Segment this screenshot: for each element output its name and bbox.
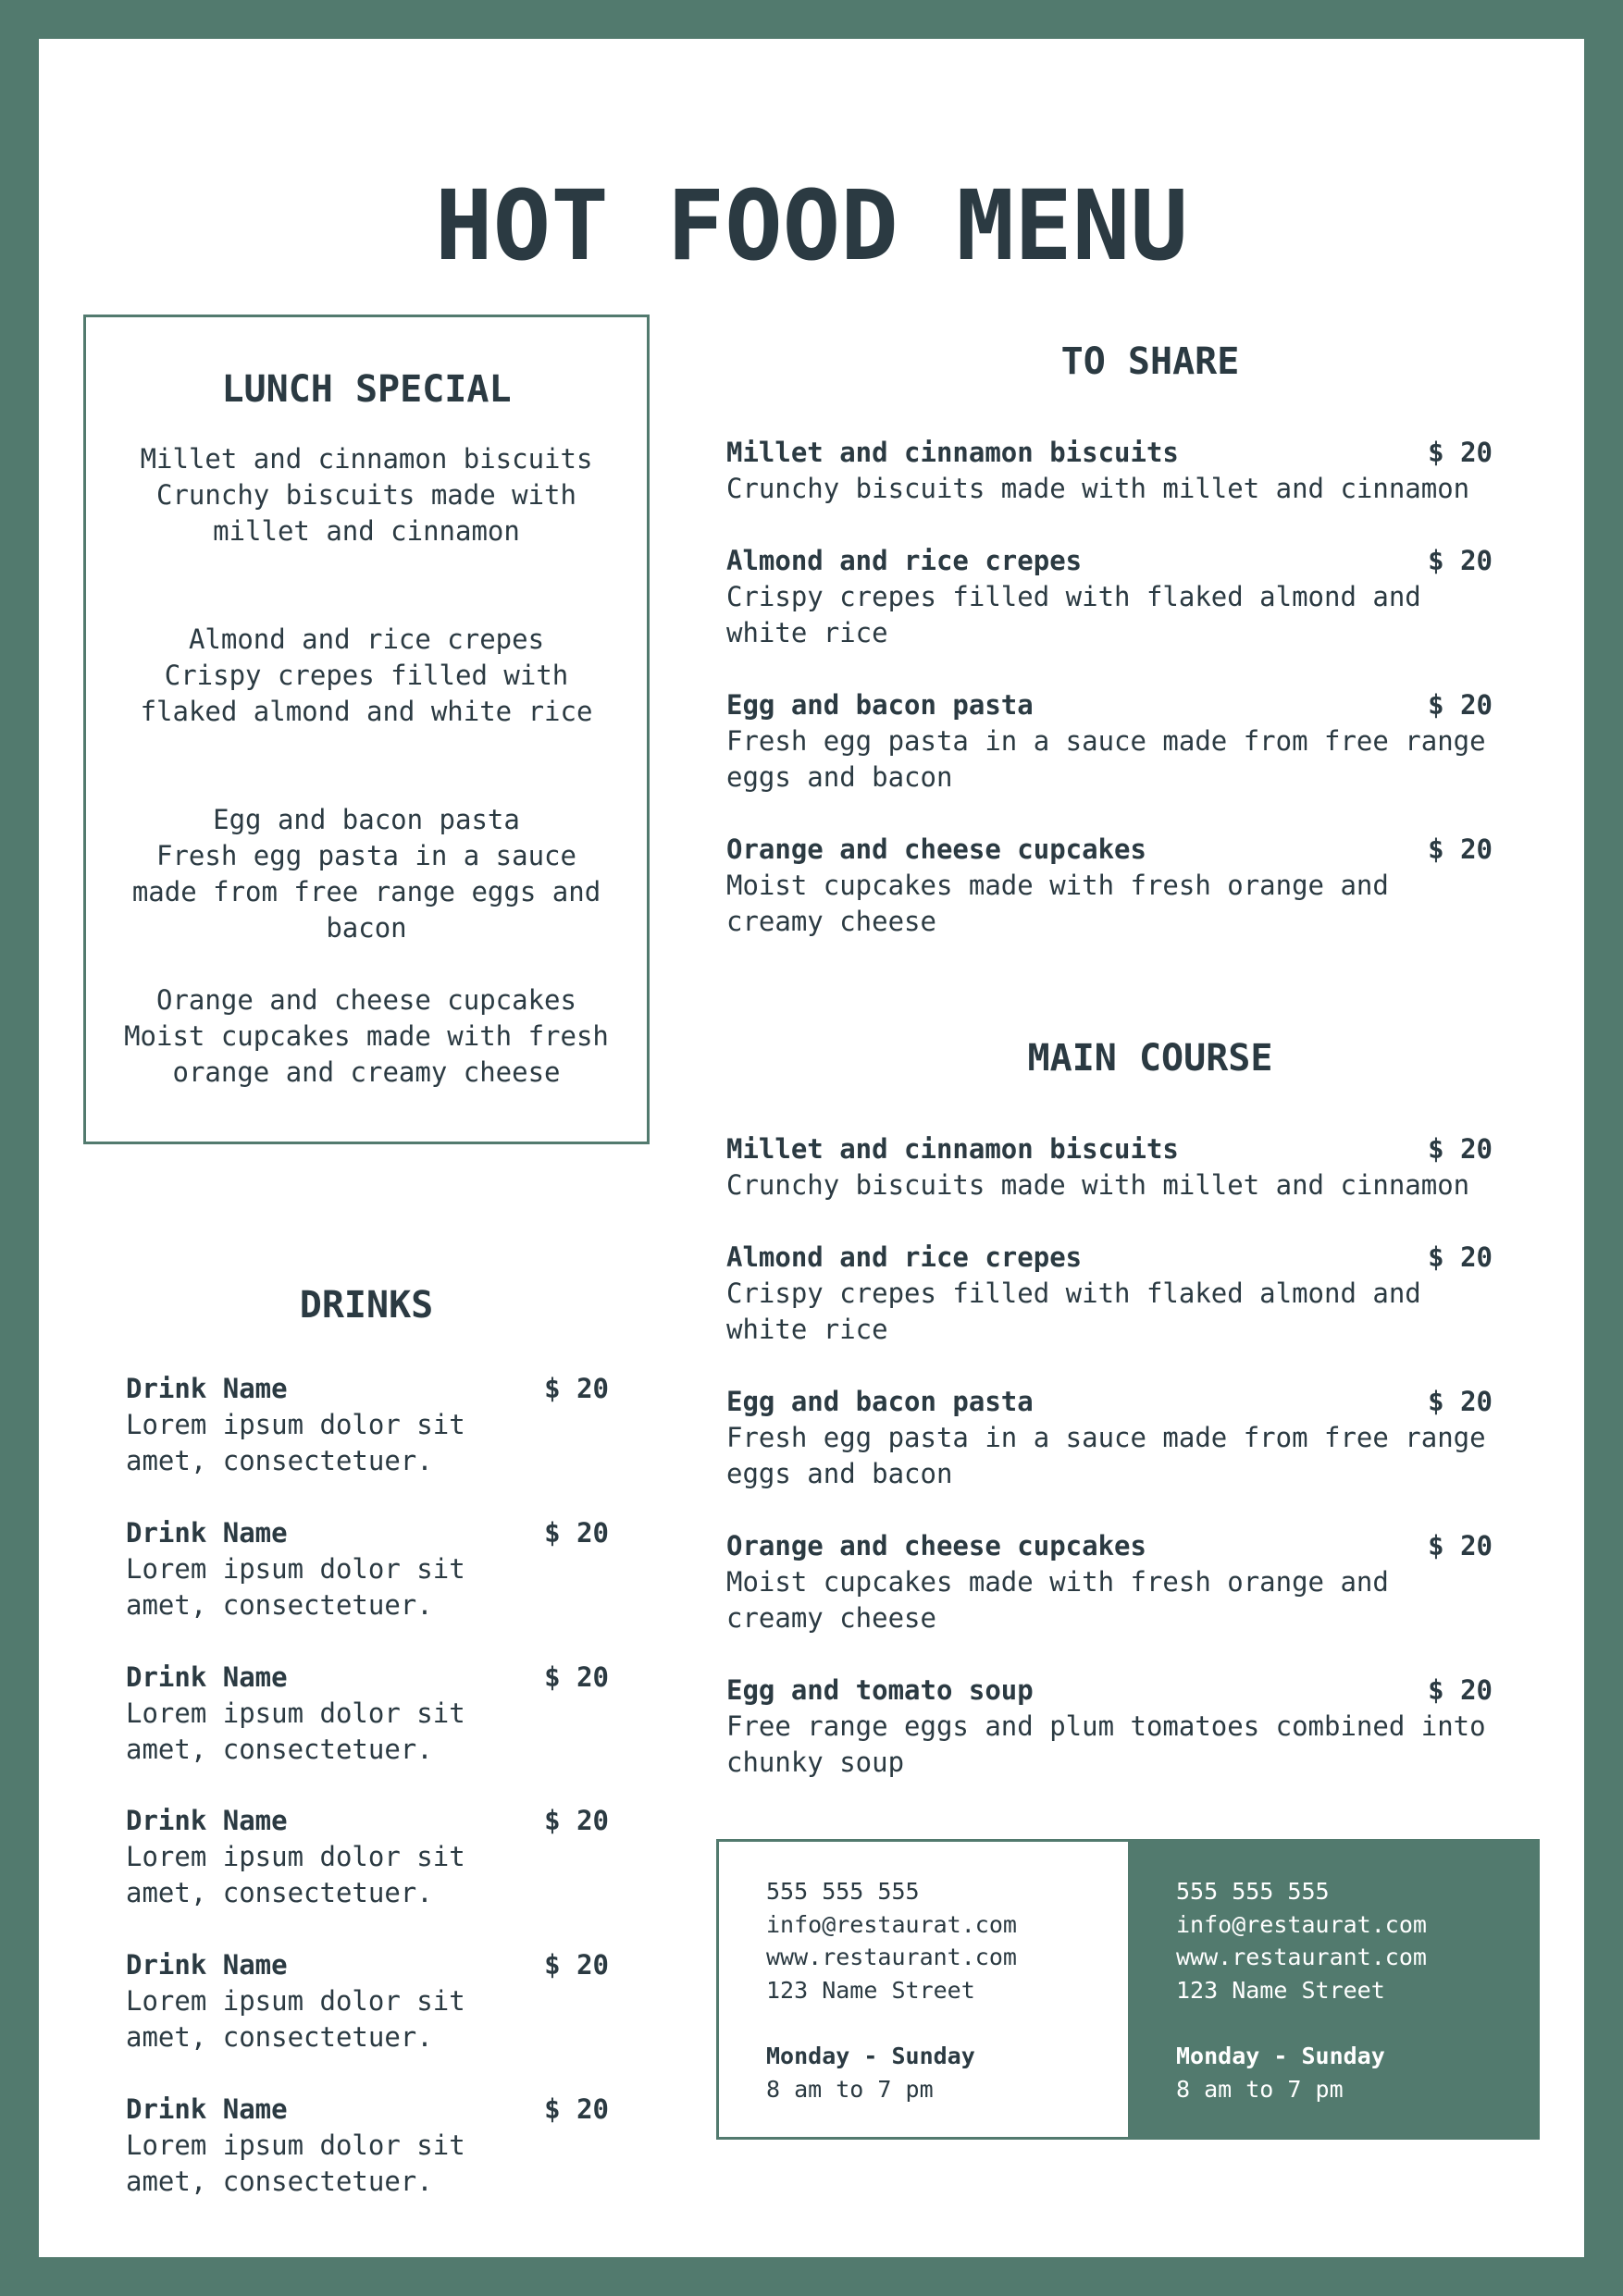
item-desc: Crunchy biscuits made with millet and cinnamon [726,1169,1470,1201]
drinks-heading: DRINKS [299,1284,434,1327]
drink-desc: Lorem ipsum dolor sit amet, consectetuer. [126,1985,465,2053]
item-desc: Crispy crepes filled with flaked almond and white rice [726,1278,1421,1345]
phone-number: 555 555 555 [1176,1878,1330,1905]
item-name: Egg and tomato soup [726,1674,1034,1706]
opening-days: Monday - Sunday [766,2043,975,2069]
item-name: Almond and rice crepes [726,1241,1083,1273]
item-name: Egg and bacon pasta [726,689,1034,721]
main-course-heading: MAIN COURSE [1027,1037,1273,1080]
item-price: $ 20 [1428,1241,1493,1273]
drink-name: Drink Name [126,1805,288,1836]
contact-card-dark [1128,1842,1537,2137]
lunch-special-heading: LUNCH SPECIAL [221,368,512,411]
drink-desc: Lorem ipsum dolor sit amet, consectetuer. [126,2129,465,2197]
main-course-item [726,1384,1493,1492]
item-price: $ 20 [1428,833,1493,865]
to-share-item [726,543,1493,651]
drink-name: Drink Name [126,1661,288,1693]
item-price: $ 20 [1428,545,1493,576]
item-price: $ 20 [1428,1133,1493,1165]
drink-price: $ 20 [544,1805,609,1836]
website-url: www.restaurant.com [766,1944,1017,1970]
contact-card-light [719,1842,1128,2137]
drink-price: $ 20 [544,1949,609,1981]
street-address: 123 Name Street [1176,1976,1385,2004]
item-desc: Free range eggs and plum tomatoes combined into chunky soup [726,1710,1486,1778]
to-share-item [726,832,1493,940]
opening-hours: 8 am to 7 pm [1176,2075,1344,2103]
lunch-item-name: Orange and cheese cupcakes [156,984,576,1016]
lunch-item-desc: Fresh egg pasta in a sauce made from free range eggs and bacon [131,840,601,944]
phone-number: 555 555 555 [766,1878,920,1905]
drink-desc: Lorem ipsum dolor sit amet, consectetuer. [126,1697,465,1765]
item-desc: Moist cupcakes made with fresh orange and creamy cheese [726,870,1389,937]
item-price: $ 20 [1428,1530,1493,1562]
item-desc: Crunchy biscuits made with millet and cinnamon [726,473,1470,504]
lunch-item [86,622,647,730]
drink-price: $ 20 [544,1517,609,1549]
item-desc: Crispy crepes filled with flaked almond and white rice [726,581,1421,648]
item-price: $ 20 [1428,689,1493,721]
drink-price: $ 20 [544,1373,609,1404]
lunch-item-name: Egg and bacon pasta [213,804,520,835]
contact-box [716,1839,1540,2140]
item-desc: Moist cupcakes made with fresh orange and creamy cheese [726,1566,1389,1634]
email-address: info@restaurat.com [766,1910,1017,1938]
item-price: $ 20 [1428,1674,1493,1706]
item-name: Orange and cheese cupcakes [726,833,1146,865]
to-share-heading: TO SHARE [1060,340,1240,383]
drink-name: Drink Name [126,1373,288,1404]
opening-hours: 8 am to 7 pm [766,2075,934,2103]
drink-name: Drink Name [126,2093,288,2125]
menu-title: HOT FOOD MENU [435,169,1188,282]
item-name: Almond and rice crepes [726,545,1083,576]
item-desc: Fresh egg pasta in a sauce made from free range eggs and bacon [726,725,1486,793]
drink-price: $ 20 [544,2093,609,2125]
drink-item [126,1947,609,2055]
drink-item [126,1660,609,1768]
lunch-item-desc: Crispy crepes filled with flaked almond and white rice [140,660,593,727]
lunch-item-desc: Moist cupcakes made with fresh orange and creamy cheese [124,1020,609,1088]
main-course-item [726,1240,1493,1348]
drink-desc: Lorem ipsum dolor sit amet, consectetuer. [126,1409,465,1476]
street-address: 123 Name Street [766,1976,975,2004]
lunch-item-desc: Crunchy biscuits made with millet and cinnamon [156,479,576,547]
main-course-item [726,1673,1493,1781]
drink-name: Drink Name [126,1517,288,1549]
website-url: www.restaurant.com [1176,1944,1427,1970]
to-share-item [726,435,1493,507]
drink-price: $ 20 [544,1661,609,1693]
main-course-item [726,1528,1493,1636]
item-desc: Fresh egg pasta in a sauce made from free range eggs and bacon [726,1422,1486,1489]
drink-desc: Lorem ipsum dolor sit amet, consectetuer. [126,1841,465,1908]
item-name: Millet and cinnamon biscuits [726,1133,1179,1165]
drink-item [126,1371,609,1479]
drink-name: Drink Name [126,1949,288,1981]
to-share-item [726,687,1493,796]
drink-item [126,1803,609,1911]
lunch-item [86,982,647,1091]
item-price: $ 20 [1428,437,1493,468]
item-price: $ 20 [1428,1386,1493,1417]
lunch-special-box [83,315,650,1144]
lunch-item-name: Millet and cinnamon biscuits [140,443,593,475]
item-name: Egg and bacon pasta [726,1386,1034,1417]
drink-item [126,1515,609,1623]
lunch-item-name: Almond and rice crepes [188,623,545,655]
main-course-item [726,1131,1493,1204]
item-name: Millet and cinnamon biscuits [726,437,1179,468]
drink-item [126,2092,609,2200]
opening-days: Monday - Sunday [1176,2043,1385,2069]
drink-desc: Lorem ipsum dolor sit amet, consectetuer. [126,1553,465,1621]
lunch-item [86,802,647,946]
menu-page [39,39,1584,2257]
lunch-item [86,441,647,549]
item-name: Orange and cheese cupcakes [726,1530,1146,1562]
email-address: info@restaurat.com [1176,1910,1427,1938]
